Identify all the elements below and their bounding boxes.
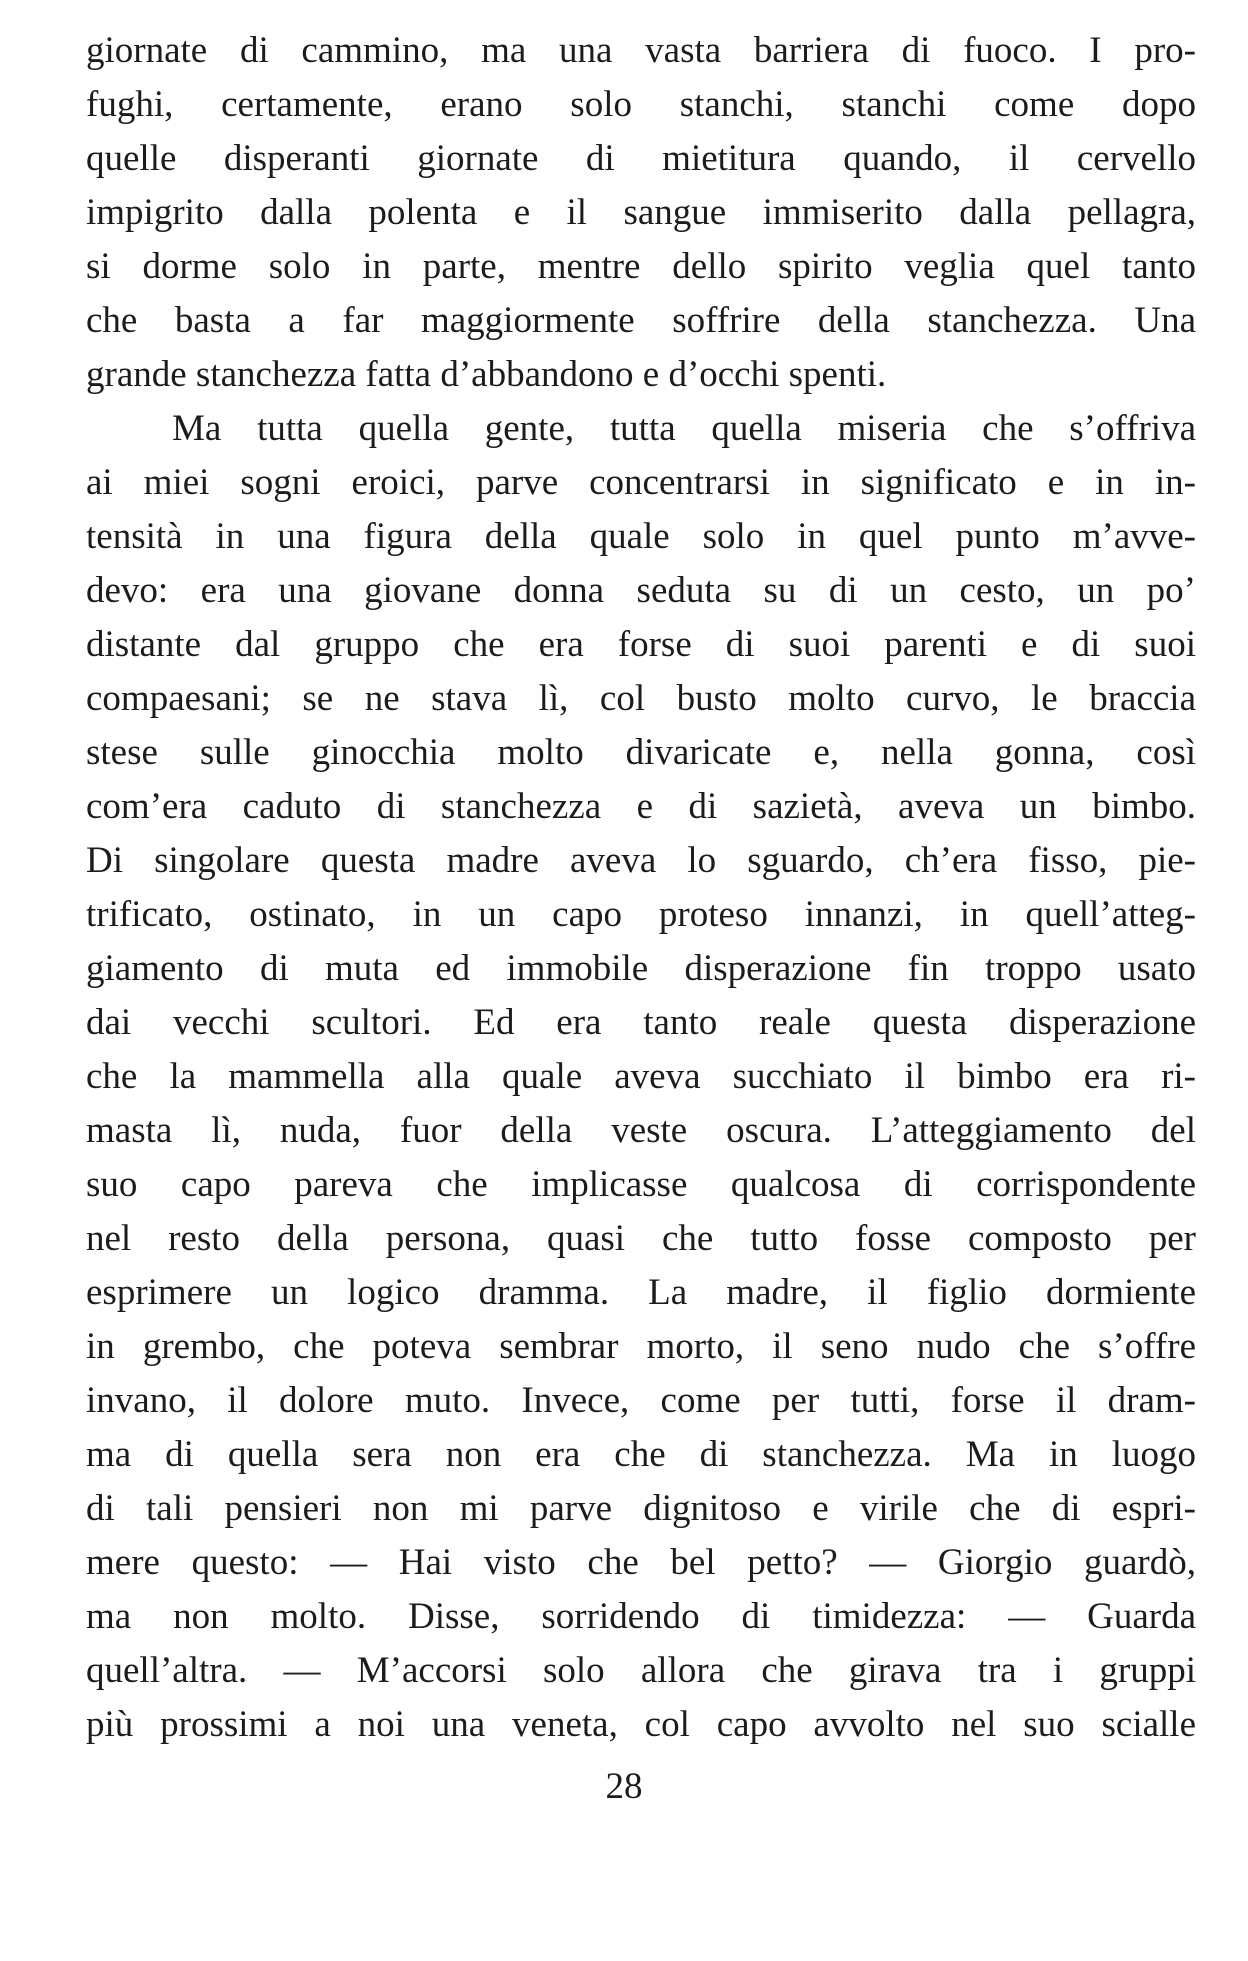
text-line: Di singolare questa madre aveva lo sguardo, ch’era fisso, pie- bbox=[86, 840, 1196, 881]
text-line: che basta a far maggiormente soffrire della stanchezza. Una bbox=[86, 300, 1196, 341]
text-line: si dorme solo in parte, mentre dello spirito veglia quel tanto bbox=[86, 246, 1196, 287]
text-line: più prossimi a noi una veneta, col capo avvolto nel suo scialle bbox=[86, 1704, 1196, 1745]
text-line: grande stanchezza fatta d’abbandono e d’occhi spenti. bbox=[86, 354, 887, 395]
text-line: devo: era una giovane donna seduta su di un cesto, un po’ bbox=[86, 570, 1196, 611]
text-line: nel resto della persona, quasi che tutto fosse composto per bbox=[86, 1218, 1196, 1259]
text-line: giornate di cammino, ma una vasta barriera di fuoco. I pro- bbox=[86, 30, 1196, 71]
text-line: quelle disperanti giornate di mietitura quando, il cervello bbox=[86, 138, 1196, 179]
text-line: di tali pensieri non mi parve dignitoso e virile che di espri- bbox=[86, 1488, 1196, 1529]
text-line: esprimere un logico dramma. La madre, il figlio dormiente bbox=[86, 1272, 1196, 1313]
text-line: ma di quella sera non era che di stanchezza. Ma in luogo bbox=[86, 1434, 1196, 1475]
text-line: distante dal gruppo che era forse di suoi parenti e di suoi bbox=[86, 624, 1196, 665]
text-line: trificato, ostinato, in un capo proteso innanzi, in quell’atteg- bbox=[86, 894, 1196, 935]
text-line: masta lì, nuda, fuor della veste oscura. L’atteggiamento del bbox=[86, 1110, 1196, 1151]
body-text bbox=[86, 24, 1196, 1752]
text-line: ai miei sogni eroici, parve concentrarsi in significato e in in- bbox=[86, 462, 1196, 503]
page-number: 28 bbox=[605, 1766, 643, 1807]
text-line: che la mammella alla quale aveva succhiato il bimbo era ri- bbox=[86, 1056, 1196, 1097]
text-line: com’era caduto di stanchezza e di sazietà, aveva un bimbo. bbox=[86, 786, 1196, 827]
text-line: dai vecchi scultori. Ed era tanto reale questa disperazione bbox=[86, 1002, 1196, 1043]
text-line: suo capo pareva che implicasse qualcosa di corrispondente bbox=[86, 1164, 1196, 1205]
text-line: fughi, certamente, erano solo stanchi, stanchi come dopo bbox=[86, 84, 1196, 125]
text-line: invano, il dolore muto. Invece, come per tutti, forse il dram- bbox=[86, 1380, 1196, 1421]
text-line: mere questo: — Hai visto che bel petto? — Giorgio guardò, bbox=[86, 1542, 1196, 1583]
text-line: in grembo, che poteva sembrar morto, il seno nudo che s’offre bbox=[86, 1326, 1196, 1367]
text-line: impigrito dalla polenta e il sangue immiserito dalla pellagra, bbox=[86, 192, 1196, 233]
text-line: giamento di muta ed immobile disperazione fin troppo usato bbox=[86, 948, 1196, 989]
paragraph-start-line: Ma tutta quella gente, tutta quella miseria che s’offriva bbox=[172, 408, 1196, 449]
text-line: quell’altra. — M’accorsi solo allora che girava tra i gruppi bbox=[86, 1650, 1196, 1691]
text-line: ma non molto. Disse, sorridendo di timidezza: — Guarda bbox=[86, 1596, 1196, 1637]
text-line: tensità in una figura della quale solo in quel punto m’avve- bbox=[86, 516, 1196, 557]
text-line: compaesani; se ne stava lì, col busto molto curvo, le braccia bbox=[86, 678, 1196, 719]
text-line: stese sulle ginocchia molto divaricate e, nella gonna, così bbox=[86, 732, 1196, 773]
